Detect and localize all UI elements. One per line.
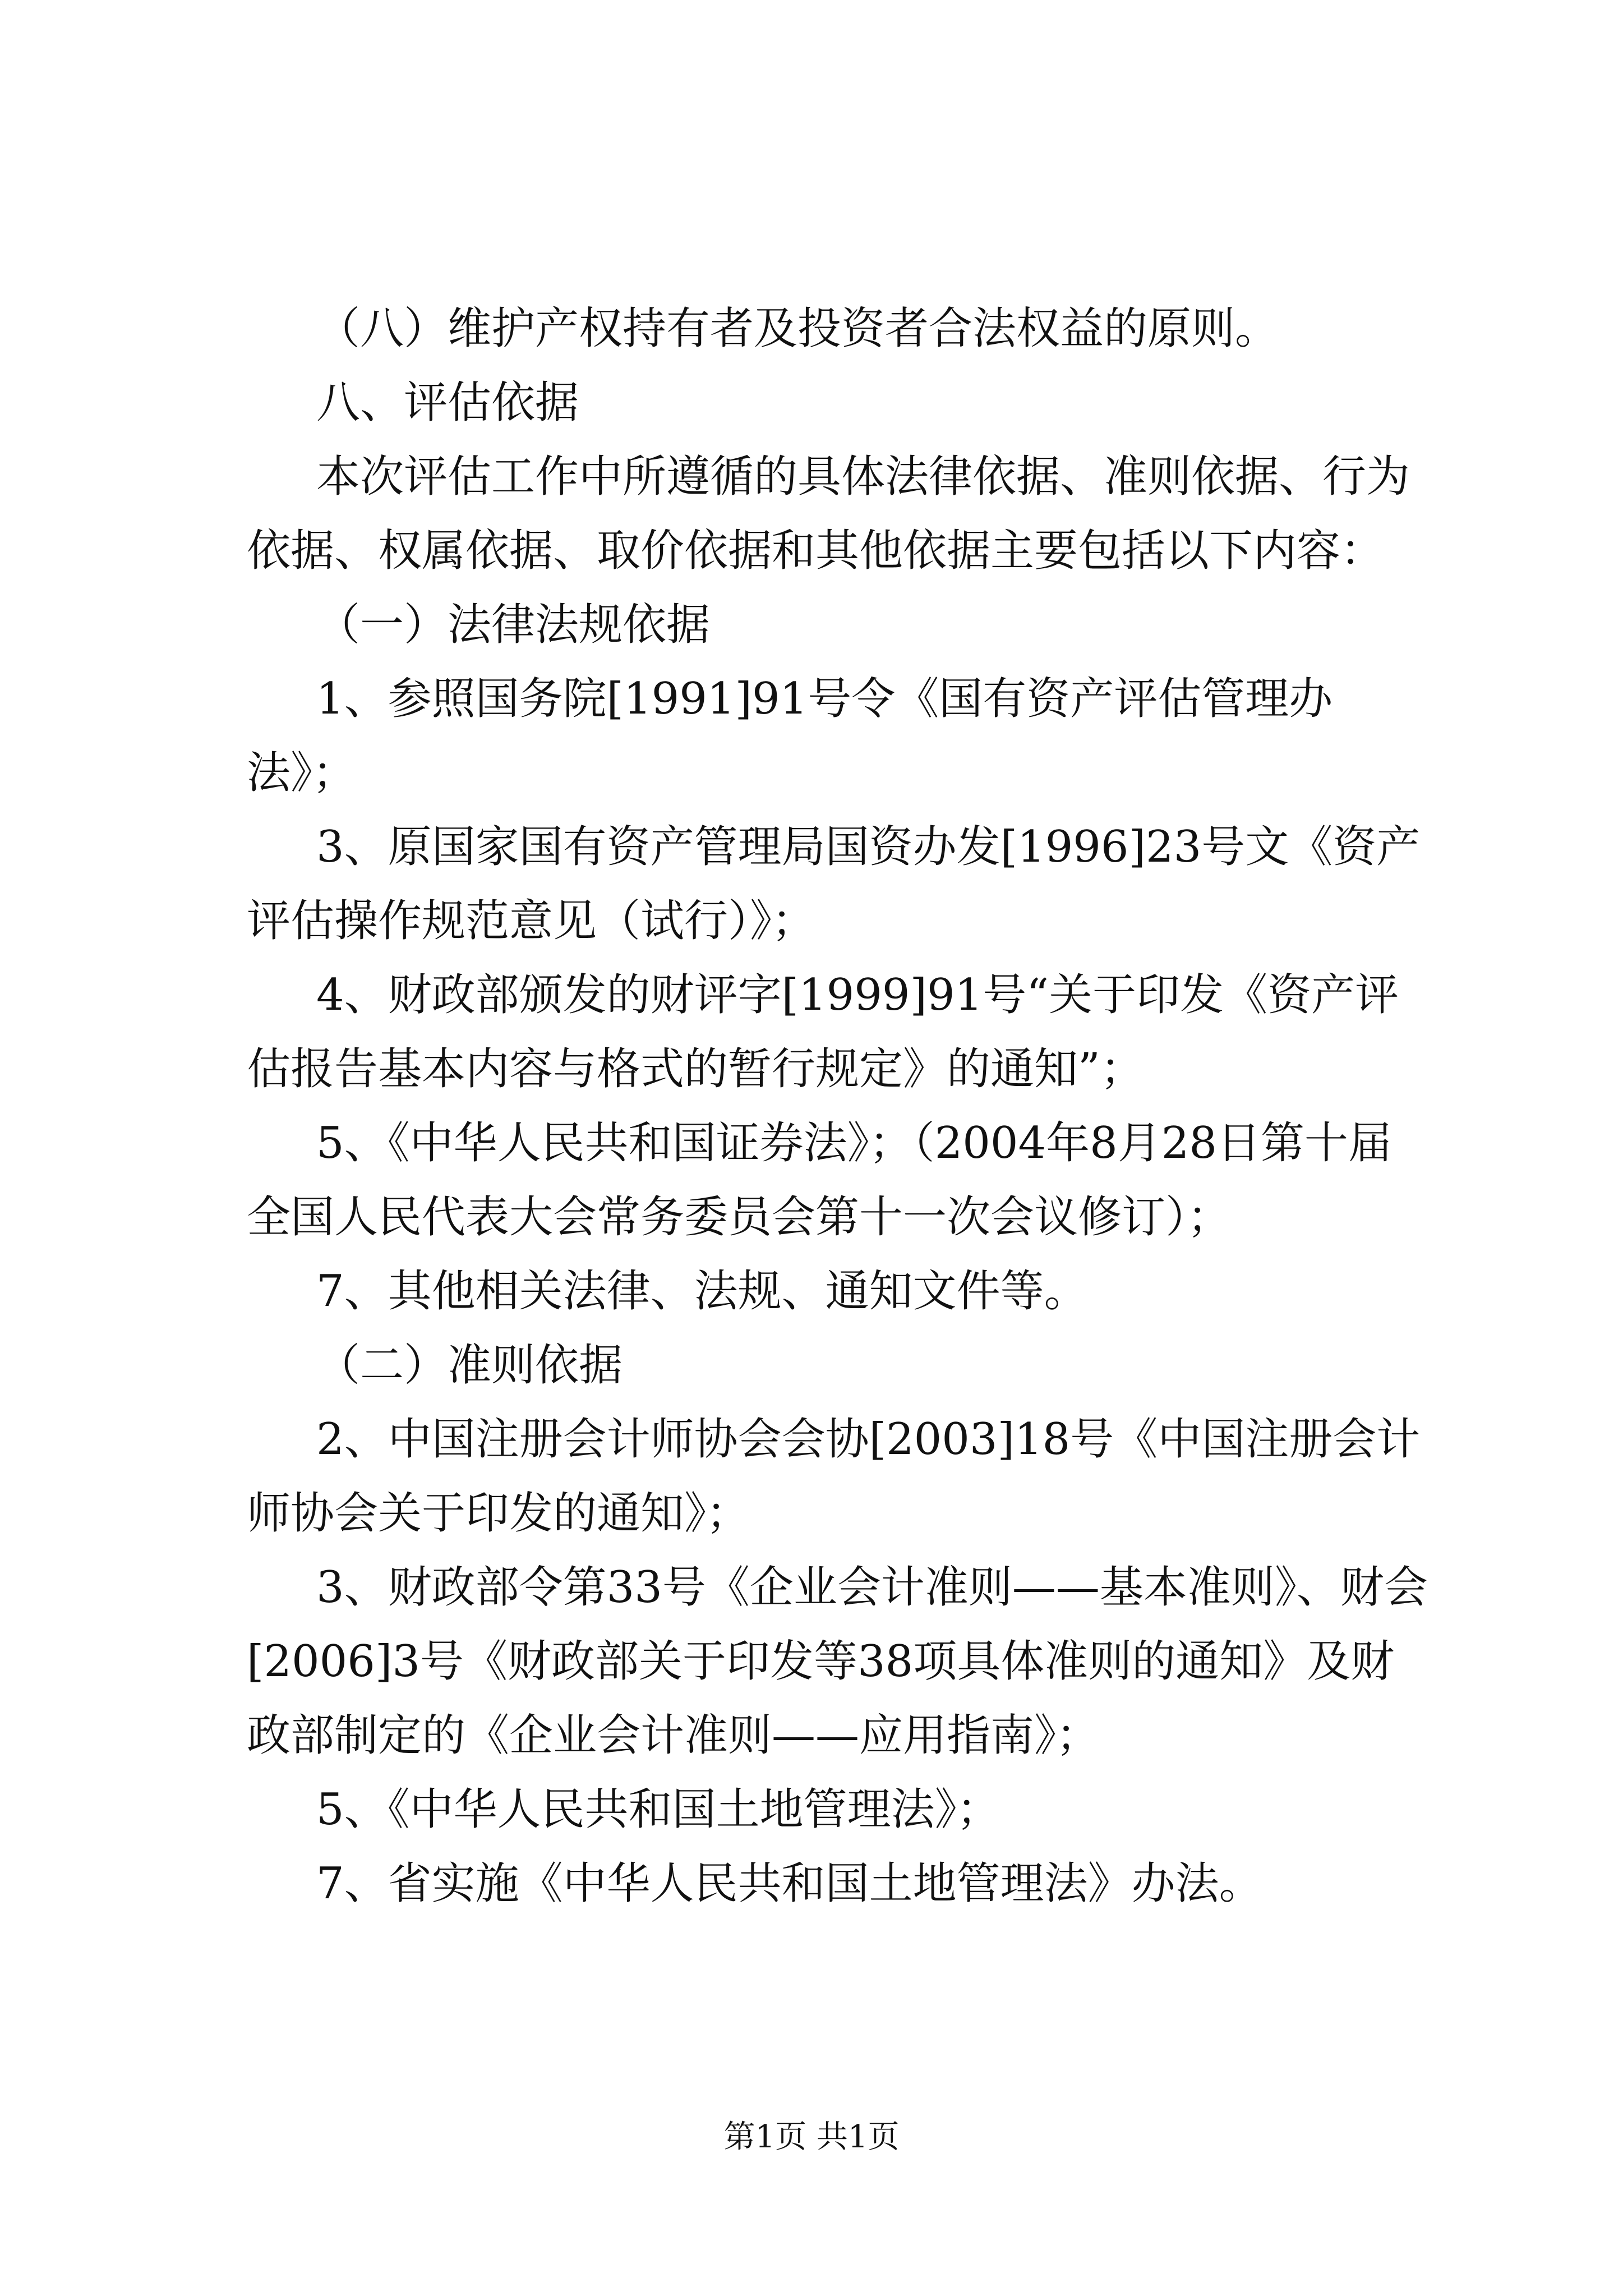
list-item-legal-5: 5、《中华人民共和国证券法》；（2004年8月28日第十届全国人民代表大会常务委员会第十一次会议修订）； bbox=[247, 1118, 1393, 1243]
paragraph-basis-intro: 本次评估工作中所遵循的具体法律依据、准则依据、行为依据、权属依据、取价依据和其他依据主要包括以下内容： bbox=[247, 452, 1410, 576]
list-item-legal-1: 1、参照国务院[1991]91号令《国有资产评估管理办法》； bbox=[247, 674, 1333, 798]
document-body bbox=[247, 292, 1430, 1921]
list-item-standards-7: 7、省实施《中华人民共和国土地管理法》办法。 bbox=[316, 1858, 1263, 1909]
paragraph-principle-8: （八）维护产权持有者及投资者合法权益的原则。 bbox=[316, 303, 1279, 354]
list-item-standards-2: 2、中国注册会计师协会会协[2003]18号《中国注册会计师协会关于印发的通知》； bbox=[247, 1414, 1421, 1539]
list-item-legal-3: 3、原国家国有资产管理局国资办发[1996]23号文《资产评估操作规范意见（试行）》； bbox=[247, 822, 1421, 946]
section-heading-evaluation-basis: 八、评估依据 bbox=[316, 378, 579, 428]
list-item-legal-4: 4、财政部颁发的财评字[1999]91号“关于印发《资产评估报告基本内容与格式的暂行规定》的通知”； bbox=[247, 970, 1399, 1094]
list-item-standards-3: 3、财政部令第33号《企业会计准则——基本准则》、财会[2006]3号《财政部关于印发等38项具体准则的通知》及财政部制定的《企业会计准则——应用指南》； bbox=[247, 1562, 1428, 1761]
list-item-standards-5: 5、《中华人民共和国土地管理法》； bbox=[316, 1784, 1000, 1835]
page-number-footer: 第1页 共1页 bbox=[723, 2119, 900, 2155]
list-item-legal-7: 7、其他相关法律、法规、通知文件等。 bbox=[316, 1266, 1088, 1317]
subheading-standards-basis: （二）准则依据 bbox=[316, 1340, 623, 1391]
subheading-legal-basis: （一）法律法规依据 bbox=[316, 600, 711, 650]
